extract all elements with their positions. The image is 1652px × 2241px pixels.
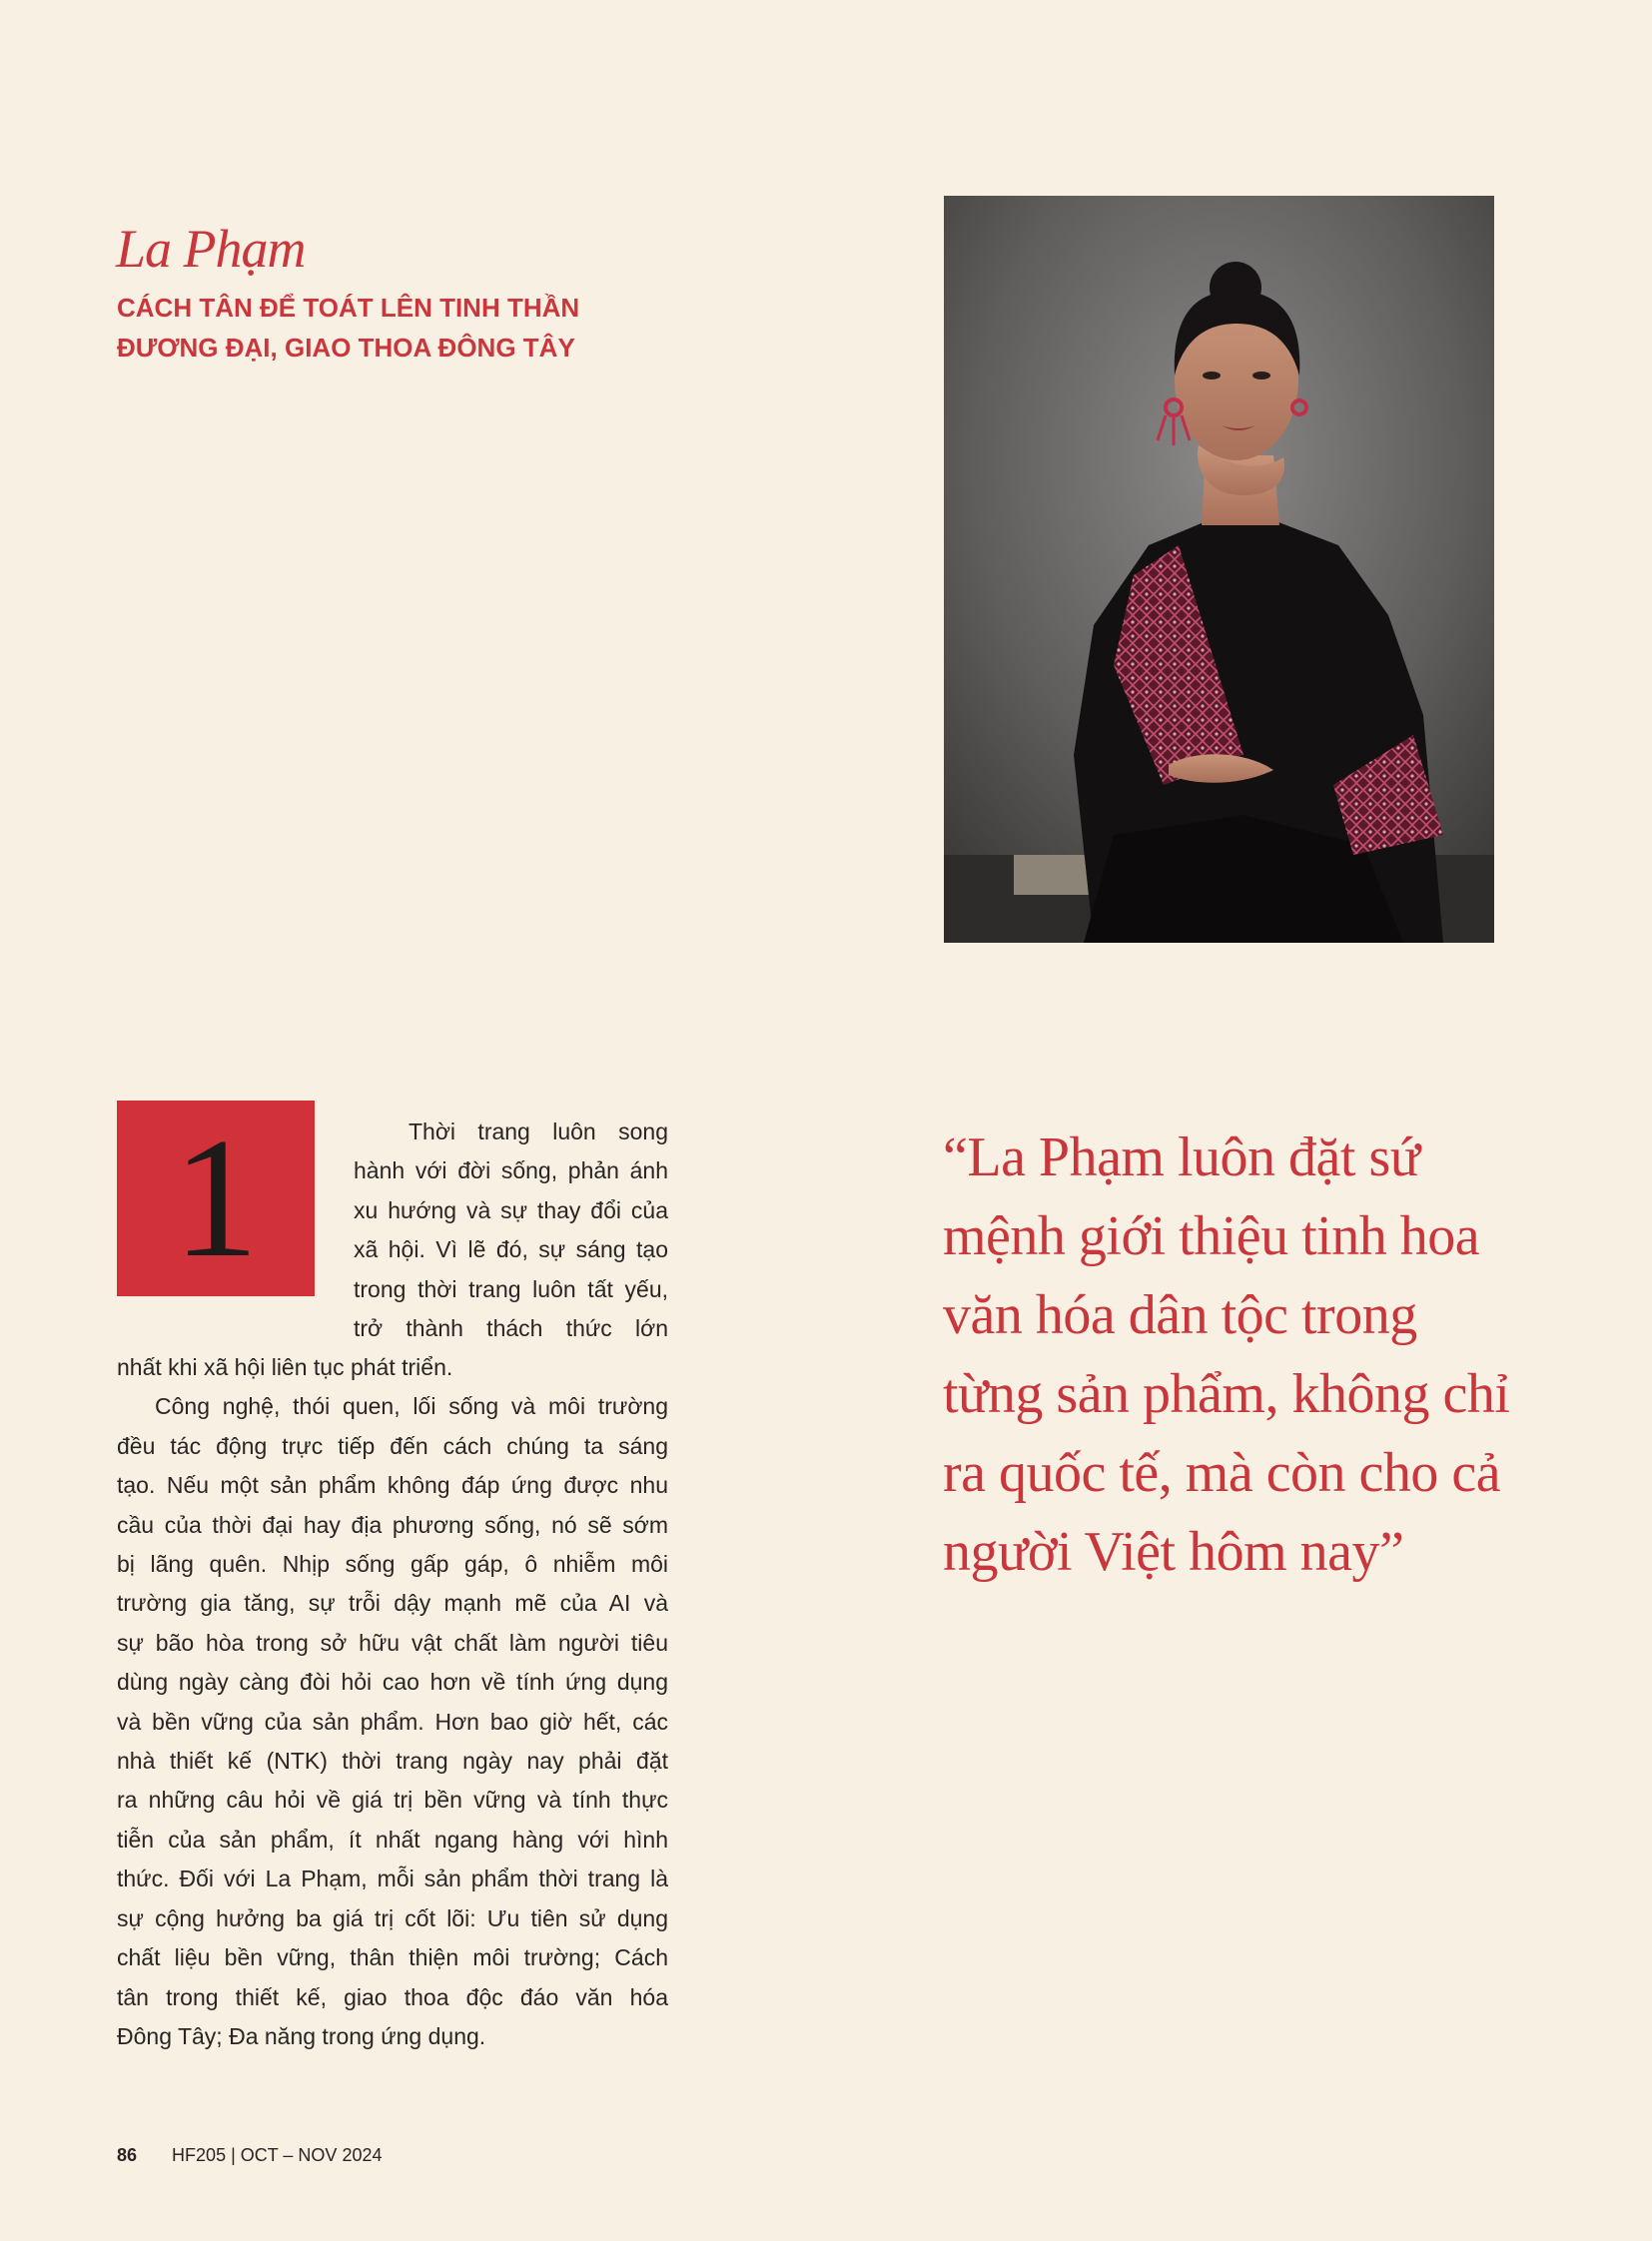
intro-paragraph (354, 1113, 668, 1348)
paragraph-2-line: tạo. Nếu một sản phẩm không đáp ứng được nhu (117, 1472, 668, 1499)
headline-line-2: ĐƯƠNG ĐẠI, GIAO THOA ĐÔNG TÂY (117, 333, 575, 363)
paragraph-2-line: dùng ngày càng đòi hỏi cao hơn về tính ứng dụng (117, 1669, 668, 1696)
pull-quote-line: mệnh giới thiệu tinh hoa (943, 1205, 1480, 1267)
pull-quote-line: từng sản phẩm, không chỉ (943, 1363, 1510, 1425)
paragraph-2-line: trường gia tăng, sự trỗi dậy mạnh mẽ của AI và (117, 1590, 668, 1617)
paragraph-2-line: tiễn của sản phẩm, ít nhất ngang hàng với hình (117, 1826, 668, 1853)
paragraph-2-line: Công nghệ, thói quen, lối sống và môi trường (155, 1393, 668, 1420)
paragraph-2-line: Đông Tây; Đa năng trong ứng dụng. (117, 2022, 486, 2049)
intro-line: trở thành thách thức lớn (354, 1315, 668, 1342)
paragraph-2-line: sự cộng hưởng ba giá trị cốt lõi: Ưu tiên sử dụng (117, 1904, 668, 1931)
intro-line: trong thời trang luôn tất yếu, (354, 1275, 668, 1302)
paragraph-2-line: và bền vững của sản phẩm. Hơn bao giờ hết, các (117, 1708, 668, 1735)
pull-quote-line: văn hóa dân tộc trong (943, 1284, 1417, 1346)
paragraph-2-line: nhà thiết kế (NTK) thời trang ngày nay phải đặt (117, 1748, 668, 1775)
paragraph-2-line: ra những câu hỏi về giá trị bền vững và tính thực (117, 1787, 668, 1814)
intro-line: xu hướng và sự thay đổi của (354, 1196, 668, 1223)
intro-line: xã hội. Vì lẽ đó, sự sáng tạo (354, 1236, 668, 1263)
issue-label: HF205 | OCT – NOV 2024 (172, 2145, 383, 2165)
designer-name: La Phạm (116, 219, 306, 279)
designer-portrait-photo (944, 196, 1494, 943)
intro-line: hành với đời sống, phản ánh (354, 1157, 668, 1184)
drop-cap-number: 1 (173, 1104, 259, 1293)
paragraph-2-line: tân trong thiết kế, giao thoa độc đáo văn hóa (117, 1983, 668, 2010)
paragraph-2-line: đều tác động trực tiếp đến cách chúng ta sáng (117, 1432, 668, 1459)
paragraph-1-end: nhất khi xã hội liên tục phát triển. (117, 1354, 453, 1380)
drop-cap-box (117, 1101, 315, 1296)
paragraph-2-line: cầu của thời đại hay địa phương sống, nó sẽ sớm (117, 1511, 668, 1538)
pull-quote (943, 1119, 1510, 1592)
pull-quote-line: người Việt hôm nay” (943, 1521, 1404, 1583)
paragraph-2-line: thức. Đối với La Phạm, mỗi sản phẩm thời trang là (117, 1866, 668, 1892)
pull-quote-line: “La Phạm luôn đặt sứ (943, 1126, 1420, 1188)
paragraph-2-line: sự bão hòa trong sở hữu vật chất làm người tiêu (117, 1629, 668, 1656)
paragraph-2-line: bị lãng quên. Nhịp sống gấp gáp, ô nhiễm môi (117, 1551, 668, 1578)
article-headline (117, 288, 676, 368)
intro-line: Thời trang luôn song (409, 1119, 668, 1144)
body-text (117, 1348, 668, 2056)
page-footer (117, 2145, 382, 2166)
page-number: 86 (117, 2145, 138, 2165)
pull-quote-line: ra quốc tế, mà còn cho cả (943, 1442, 1501, 1504)
headline-line-1: CÁCH TÂN ĐỂ TOÁT LÊN TINH THẦN (117, 293, 580, 323)
paragraph-2-line: chất liệu bền vững, thân thiện môi trường; Cách (117, 1944, 668, 1971)
